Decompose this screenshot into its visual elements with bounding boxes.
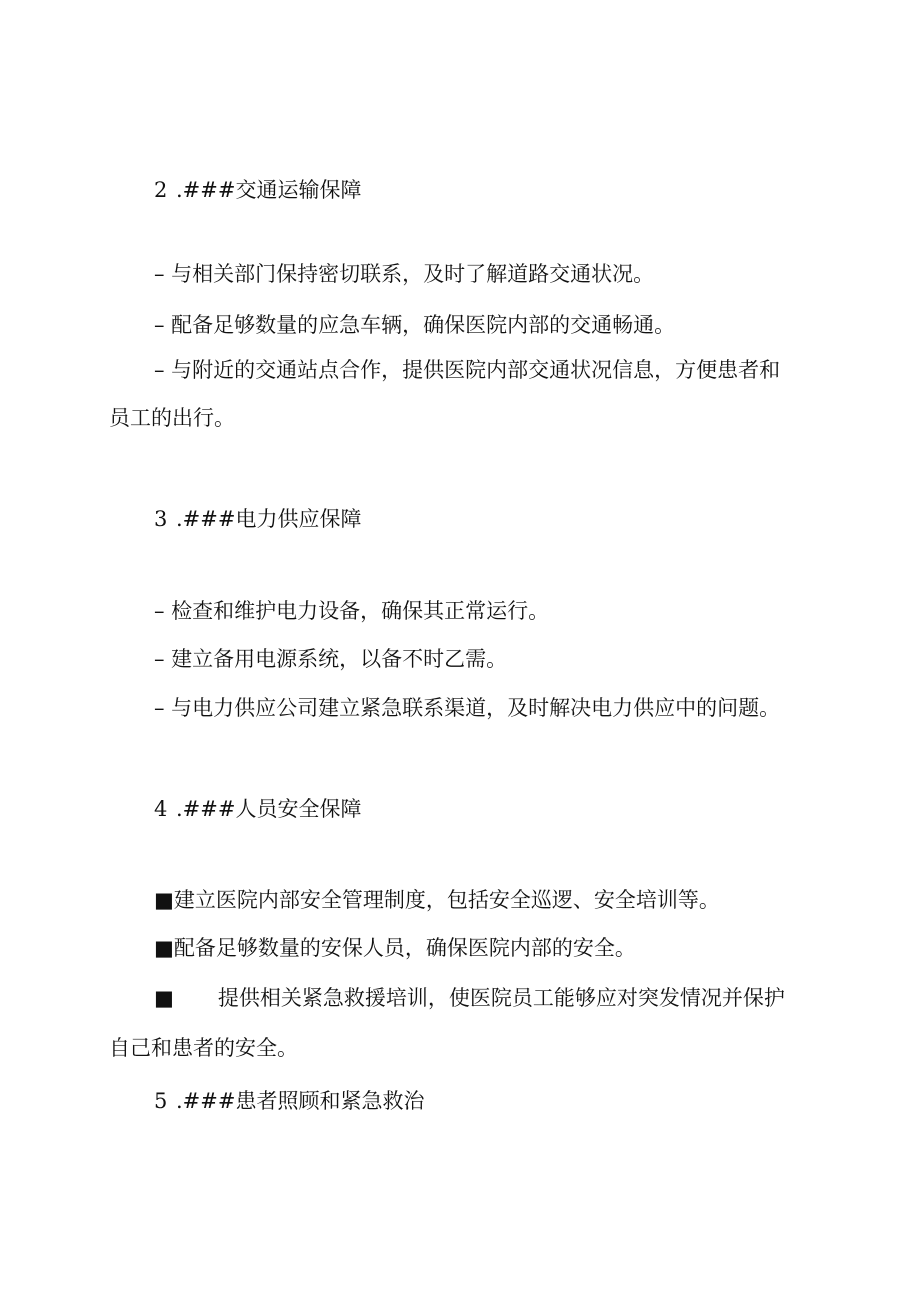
list-item-continuation: 自己和患者的安全。 bbox=[109, 1036, 298, 1060]
square-bullet-icon: ■ bbox=[154, 888, 174, 912]
section-number: 4 bbox=[154, 797, 168, 821]
section-number: 5 bbox=[154, 1089, 168, 1113]
list-item: – 检查和维护电力设备，确保其正常运行。 bbox=[154, 599, 550, 623]
list-item-text: 配备足够数量的安保人员，确保医院内部的安全。 bbox=[173, 936, 636, 960]
section-heading bbox=[154, 176, 361, 204]
square-bullet-icon: ■ bbox=[154, 936, 174, 960]
list-item: – 与相关部门保持密切联系，及时了解道路交通状况。 bbox=[154, 262, 655, 286]
list-item-text: 提供相关紧急救援培训，使医院员工能够应对突发情况并保护 bbox=[217, 986, 785, 1010]
list-item bbox=[154, 886, 720, 914]
list-item bbox=[154, 934, 636, 962]
square-bullet-icon: ■ bbox=[154, 986, 174, 1010]
section-title: .###患者照顾和紧急救治 bbox=[176, 1089, 425, 1113]
list-item-continuation: 员工的出行。 bbox=[109, 406, 235, 430]
list-item: – 建立备用电源系统，以备不时乙需。 bbox=[154, 647, 508, 671]
section-title: .###电力供应保障 bbox=[176, 507, 362, 531]
section-title: .###人员安全保障 bbox=[176, 797, 362, 821]
section-number: 3 bbox=[154, 507, 168, 531]
section-heading bbox=[154, 505, 361, 533]
section-title: .###交通运输保障 bbox=[176, 178, 362, 202]
list-item: – 与附近的交通站点合作，提供医院内部交通状况信息，方便患者和 bbox=[154, 358, 781, 382]
section-heading bbox=[154, 1087, 424, 1115]
list-item-text: 建立医院内部安全管理制度，包括安全巡逻、安全培训等。 bbox=[173, 888, 720, 912]
list-item bbox=[154, 984, 785, 1012]
section-number: 2 bbox=[154, 178, 168, 202]
list-item: – 与电力供应公司建立紧急联系渠道，及时解决电力供应中的问题。 bbox=[154, 696, 781, 720]
section-heading bbox=[154, 795, 361, 823]
list-item: – 配备足够数量的应急车辆，确保医院内部的交通畅通。 bbox=[154, 313, 676, 337]
